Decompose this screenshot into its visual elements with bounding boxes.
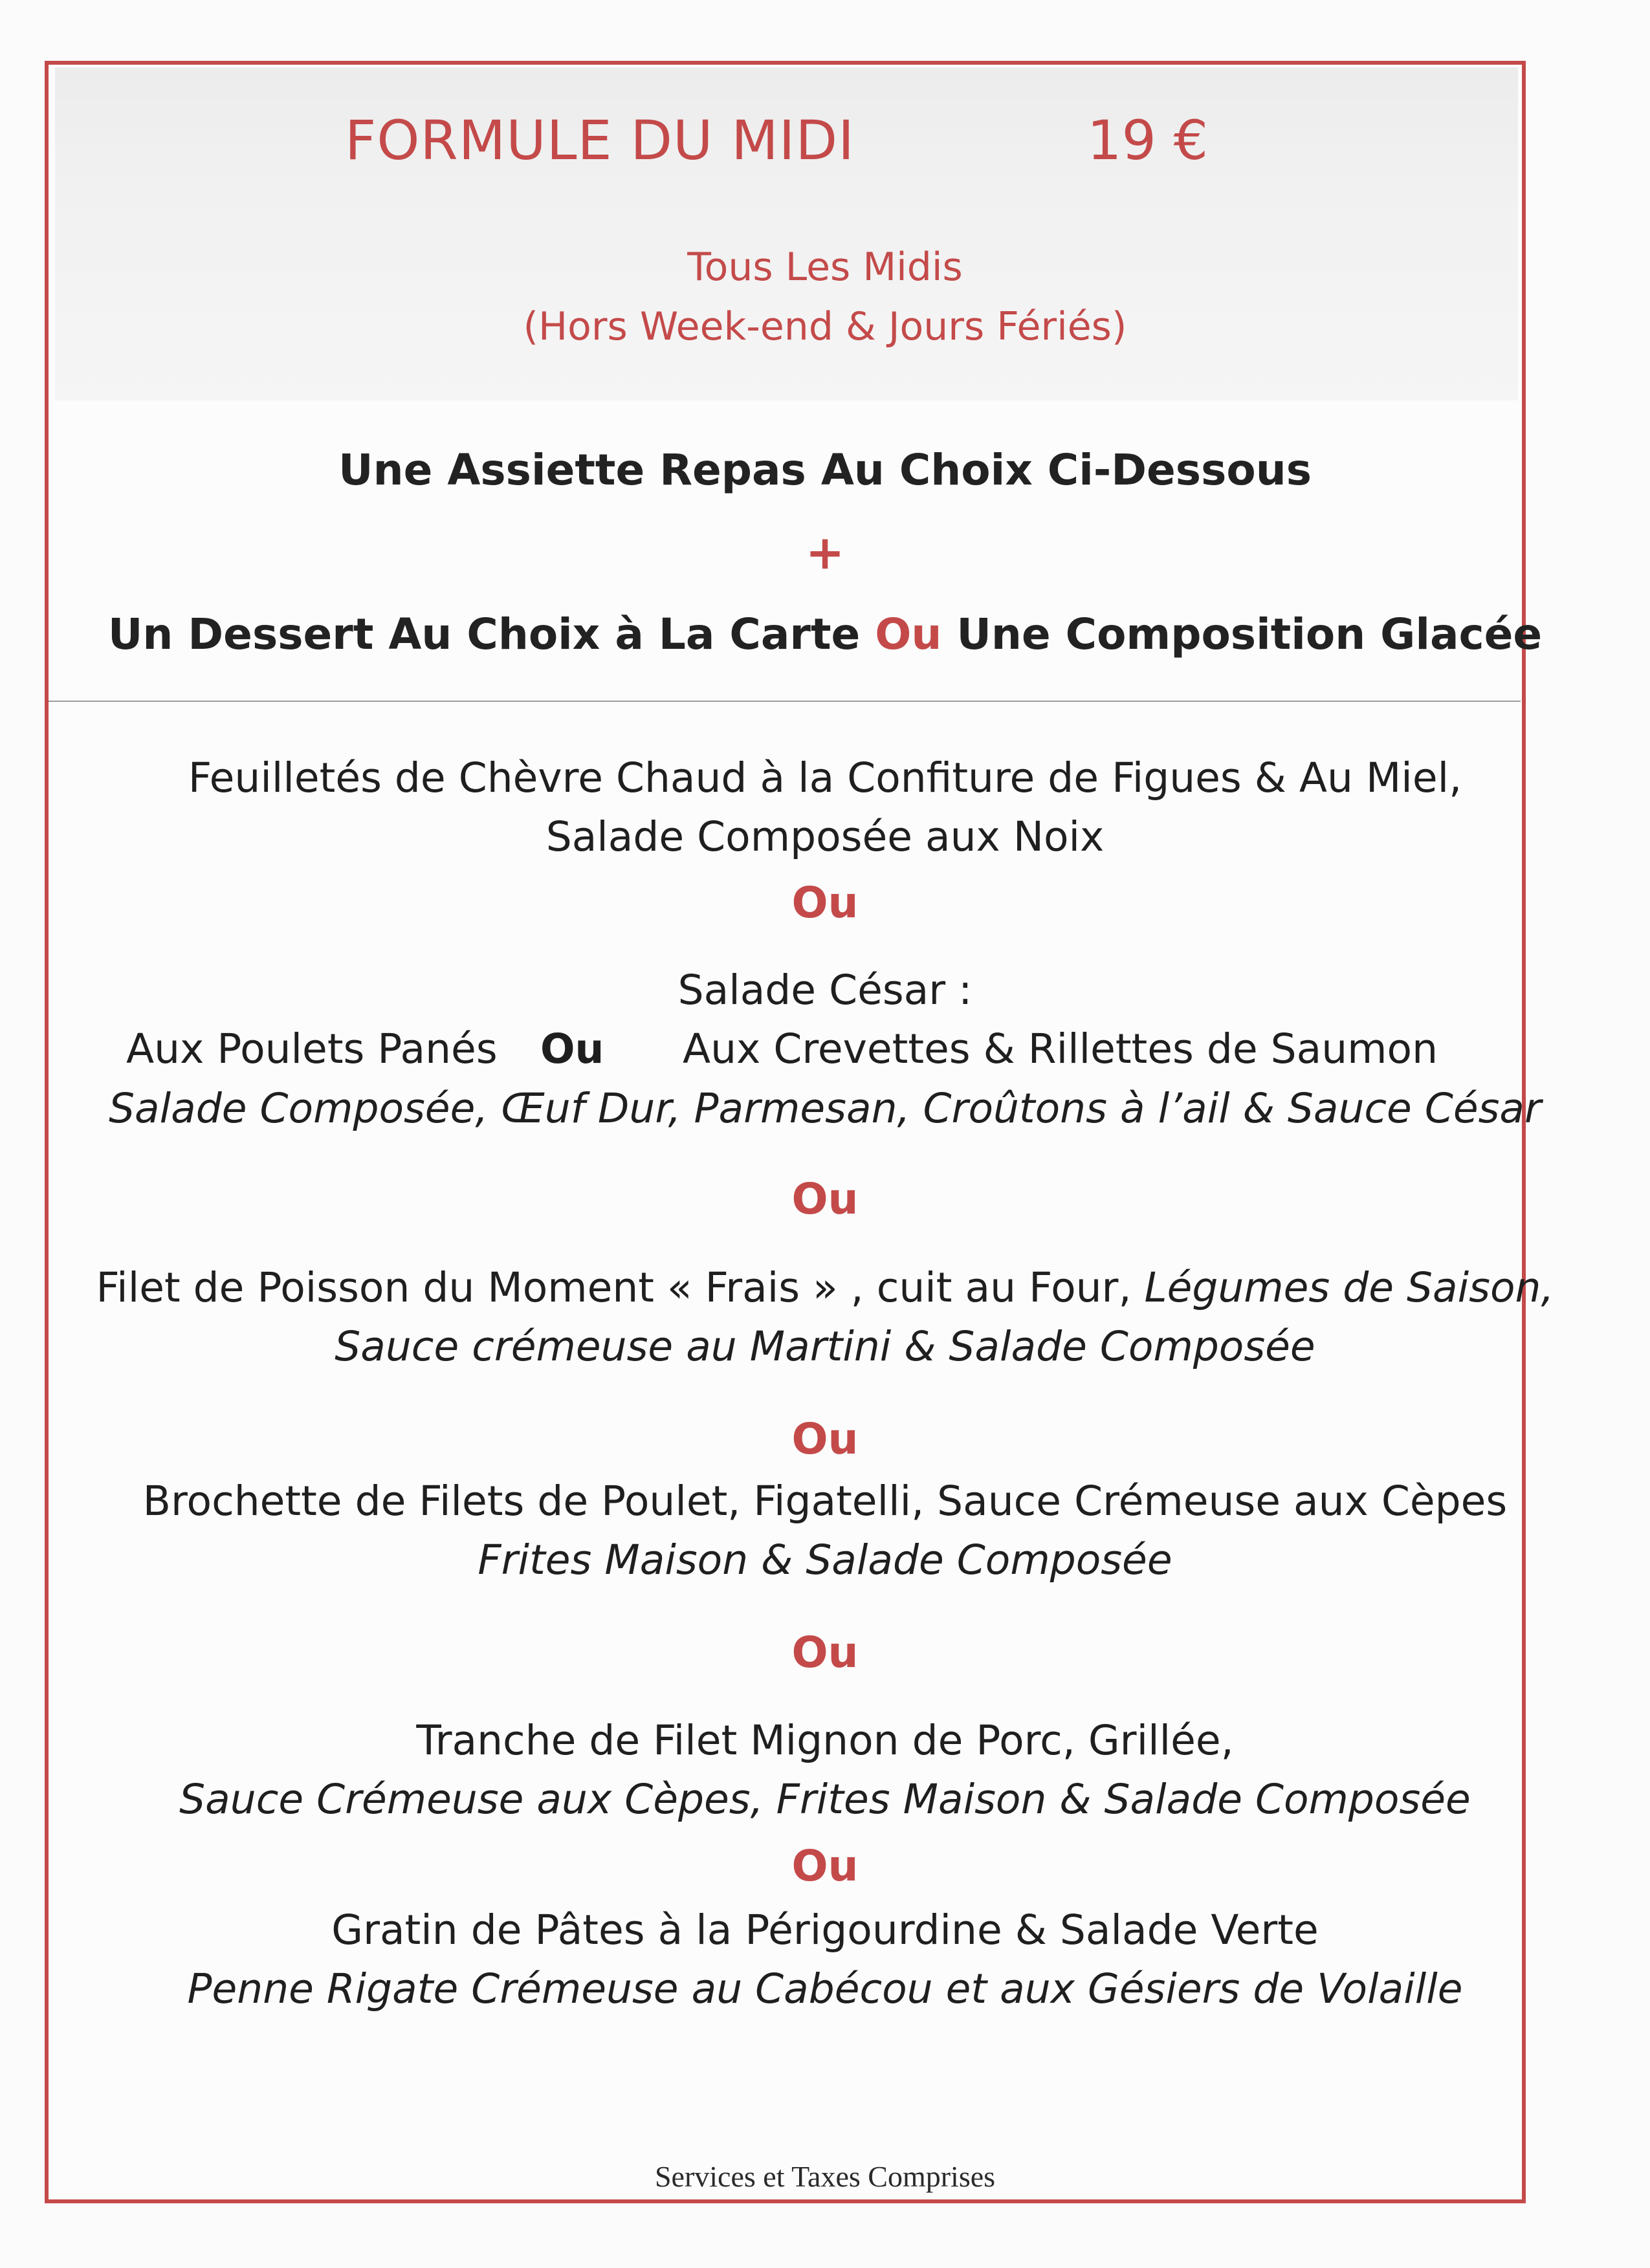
dish-2-line-1: Salade César :	[677, 966, 973, 1014]
dish-3-line-1a: Filet de Poisson du Moment « Frais » , cuit au Four,	[96, 1264, 1132, 1311]
formula-dessert-part-2: Une Composition Glacée	[956, 609, 1543, 659]
formula-dessert-part-1: Un Dessert Au Choix à La Carte	[107, 609, 861, 659]
dish-2-option-b: Aux Crevettes & Rillettes de Saumon	[683, 1025, 1438, 1073]
dish-6-line-2: Penne Rigate Crémeuse au Cabécou et aux Gésiers de Volaille	[187, 1965, 1463, 2012]
dish-5-line-1: Tranche de Filet Mignon de Porc, Grillée,	[416, 1717, 1234, 1764]
menu-price: 19 €	[1087, 109, 1209, 172]
dish-3-line-1	[0, 1264, 1650, 1311]
dish-2-option-a: Aux Poulets Panés	[126, 1025, 498, 1073]
dish-1-line-2: Salade Composée aux Noix	[545, 813, 1105, 860]
dish-2-option-or: Ou	[540, 1025, 604, 1073]
dish-1-line-1: Feuilletés de Chèvre Chaud à la Confiture de Figues & Au Miel,	[188, 754, 1462, 801]
or-separator: Ou	[791, 878, 859, 928]
section-divider	[49, 701, 1521, 702]
formula-plus-sign: +	[805, 525, 845, 580]
or-separator: Ou	[791, 1174, 859, 1224]
dish-5-line-2: Sauce Crémeuse aux Cèpes, Frites Maison & Salade Composée	[179, 1776, 1471, 1823]
dish-2-line-3: Salade Composée, Œuf Dur, Parmesan, Croûtons à l’ail & Sauce César	[109, 1085, 1541, 1132]
formula-dessert	[0, 609, 1650, 659]
dish-3-line-1b: Légumes de Saison,	[1144, 1264, 1554, 1311]
or-separator: Ou	[791, 1841, 859, 1891]
menu-title: FORMULE DU MIDI	[345, 109, 855, 172]
dish-2-options	[0, 1025, 1650, 1077]
footer-note: Services et Taxes Comprises	[654, 2160, 996, 2193]
subtitle-days: Tous Les Midis	[687, 245, 963, 290]
dish-4-line-2: Frites Maison & Salade Composée	[478, 1536, 1172, 1584]
dish-6-line-1: Gratin de Pâtes à la Périgourdine & Salade Verte	[331, 1906, 1319, 1954]
header-title-row	[0, 109, 1650, 186]
dish-4-line-1: Brochette de Filets de Poulet, Figatelli, Sauce Crémeuse aux Cèpes	[142, 1477, 1508, 1525]
or-separator: Ou	[791, 1414, 859, 1464]
subtitle-exceptions: (Hors Week-end & Jours Fériés)	[523, 304, 1127, 349]
formula-main-course: Une Assiette Repas Au Choix Ci-Dessous	[338, 445, 1312, 495]
formula-or: Ou	[875, 609, 942, 659]
dish-3-line-2: Sauce crémeuse au Martini & Salade Composée	[335, 1323, 1315, 1370]
or-separator: Ou	[791, 1628, 859, 1677]
